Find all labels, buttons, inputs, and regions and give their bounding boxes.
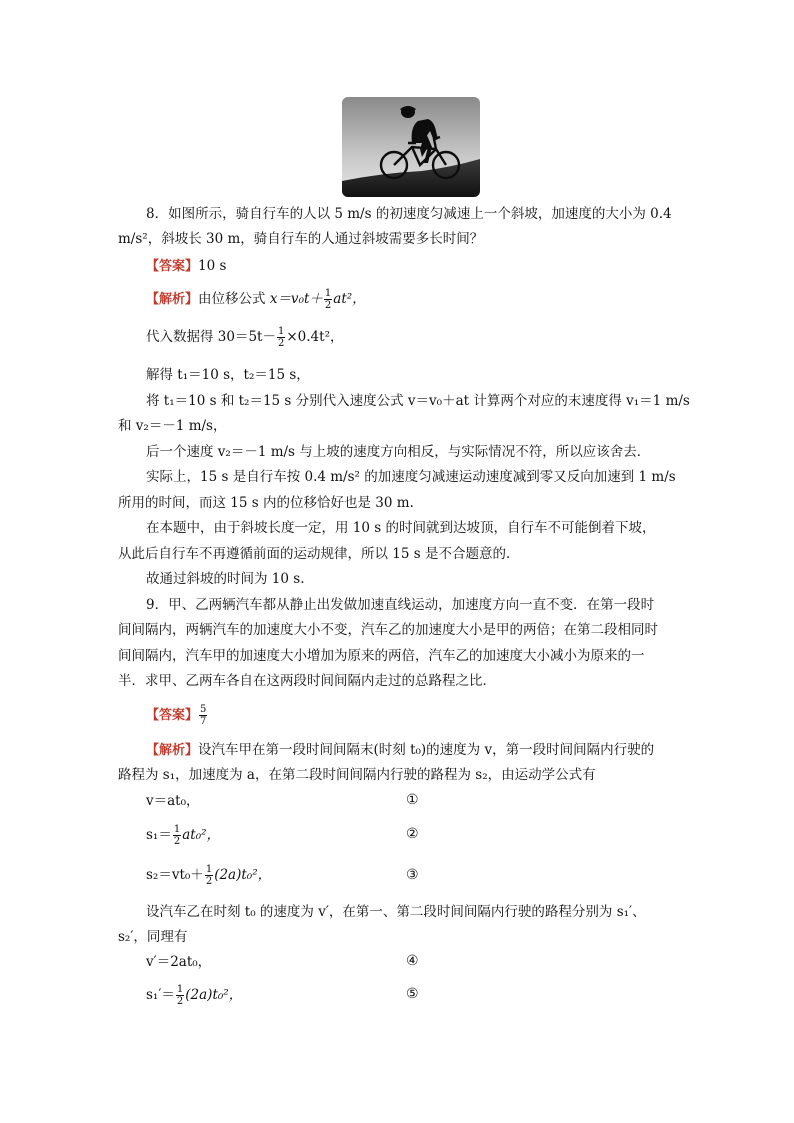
analysis-tag: 【解析】 bbox=[146, 292, 199, 307]
fraction-numerator: 1 bbox=[173, 824, 181, 835]
analysis-text: 代入数据得 30＝5t－ bbox=[146, 329, 276, 345]
formula-lhs: x bbox=[269, 291, 278, 307]
equation-5 bbox=[146, 984, 242, 1007]
fraction-denominator: 2 bbox=[277, 338, 285, 349]
formula-part: at²， bbox=[333, 291, 366, 307]
equation-part: s₁＝ bbox=[146, 827, 172, 843]
answer-value: 10 s bbox=[198, 258, 227, 274]
q9-analysis-line-2: 路程为 s₁，加速度为 a，在第二段时间间隔内行驶的路程为 s₂，由运动学公式有 bbox=[118, 767, 596, 783]
equation-part: s₁′＝ bbox=[146, 987, 175, 1003]
q8-analysis-line-10: 从此后自行车不再遵循前面的运动规律，所以 15 s 是不合题意的． bbox=[118, 546, 520, 562]
q8-text-line-1: 8．如图所示，骑自行车的人以 5 m/s 的初速度匀减速上一个斜坡，加速度的大小为 0.4 bbox=[146, 206, 672, 222]
fraction bbox=[277, 326, 285, 349]
q9-answer bbox=[146, 704, 208, 727]
equation-part: at₀²， bbox=[182, 827, 221, 843]
fraction-numerator: 1 bbox=[324, 288, 332, 299]
equation-part: (2a)t₀²， bbox=[185, 987, 243, 1003]
answer-tag: 【答案】 bbox=[146, 259, 199, 274]
equation-1: v＝at₀， bbox=[146, 793, 200, 809]
q9-analysis-line-4: s₂′，同理有 bbox=[118, 929, 188, 945]
q9-text-line-4: 半．求甲、乙两车各自在这两段时间间隔内走过的总路程之比． bbox=[118, 673, 496, 689]
q8-analysis-line-2 bbox=[146, 326, 343, 349]
fraction-denominator: 2 bbox=[205, 876, 213, 887]
q8-analysis-line-5: 和 v₂＝－1 m/s， bbox=[118, 418, 227, 434]
cyclist-icon bbox=[342, 97, 480, 197]
equation-2 bbox=[146, 824, 220, 847]
q9-text-line-1: 9．甲、乙两辆汽车都从静止出发做加速直线运动，加速度方向一直不变．在第一段时 bbox=[146, 597, 655, 613]
q8-analysis-line-3: 解得 t₁＝10 s，t₂＝15 s， bbox=[146, 367, 310, 383]
q9-text-line-3: 间间隔内，汽车甲的加速度大小增加为原来的两倍，汽车乙的加速度大小减小为原来的一 bbox=[118, 648, 645, 664]
equation-number-5: ⑤ bbox=[406, 986, 419, 1002]
equation-part: s₂＝vt₀＋ bbox=[146, 867, 204, 883]
q8-analysis-line-4: 将 t₁＝10 s 和 t₂＝15 s 分别代入速度公式 v＝v₀＋at 计算两个对应的末速度得 v₁＝1 m/s bbox=[146, 393, 690, 409]
q8-analysis-line-9: 在本题中，由于斜坡长度一定，用 10 s 的时间就到达坡顶，自行车不可能倒着下坡， bbox=[146, 520, 656, 536]
fraction bbox=[324, 288, 332, 311]
q9-analysis-line-3: 设汽车乙在时刻 t₀ 的速度为 v′，在第一、第二段时间间隔内行驶的路程分别为 s₁′、 bbox=[146, 904, 646, 920]
fraction bbox=[205, 864, 213, 887]
q8-text-line-2: m/s²，斜坡长 30 m，骑自行车的人通过斜坡需要多长时间？ bbox=[118, 231, 484, 247]
equation-3 bbox=[146, 864, 271, 887]
answer-tag: 【答案】 bbox=[146, 708, 199, 723]
fraction-numerator: 1 bbox=[176, 984, 184, 995]
fraction-denominator: 2 bbox=[176, 996, 184, 1007]
fraction-numerator: 5 bbox=[200, 704, 207, 715]
equation-4: v′＝2at₀， bbox=[146, 954, 212, 970]
q8-analysis-line-1 bbox=[146, 288, 366, 311]
q8-analysis-line-8: 所用的时间，而这 15 s 内的位移恰好也是 30 m. bbox=[118, 495, 414, 511]
q8-analysis-line-7: 实际上，15 s 是自行车按 0.4 m/s² 的加速度匀减速运动速度减到零又反向加速到 1 m/s bbox=[146, 469, 676, 485]
analysis-text: 设汽车甲在第一段时间间隔末(时刻 t₀)的速度为 v，第一段时间间隔内行驶的 bbox=[198, 742, 655, 758]
fraction-numerator: 1 bbox=[205, 864, 213, 875]
equation-number-4: ④ bbox=[406, 953, 419, 969]
equation-number-3: ③ bbox=[406, 867, 419, 883]
formula-part: ＝v₀t＋ bbox=[277, 291, 323, 307]
equation-number-1: ① bbox=[406, 792, 419, 808]
equation-number-2: ② bbox=[406, 826, 419, 842]
q8-analysis-line-6: 后一个速度 v₂＝－1 m/s 与上坡的速度方向相反，与实际情况不符，所以应该舍去． bbox=[146, 444, 651, 460]
analysis-text: ×0.4t²， bbox=[286, 329, 344, 345]
fraction-denominator: 2 bbox=[173, 836, 181, 847]
q9-text-line-2: 间间隔内，两辆汽车的加速度大小不变，汽车乙的加速度大小是甲的两倍；在第二段相同时 bbox=[118, 622, 658, 638]
q8-analysis-line-11: 故通过斜坡的时间为 10 s. bbox=[146, 571, 305, 587]
equation-part: (2a)t₀²， bbox=[214, 867, 272, 883]
q9-analysis-line-1 bbox=[146, 741, 654, 760]
fraction-numerator: 1 bbox=[277, 326, 285, 337]
analysis-text: 由位移公式 bbox=[198, 291, 270, 307]
fraction bbox=[173, 824, 181, 847]
cyclist-photo bbox=[342, 97, 480, 197]
q8-answer bbox=[146, 257, 226, 276]
answer-fraction bbox=[199, 704, 207, 727]
fraction-denominator: 7 bbox=[200, 716, 207, 727]
fraction-denominator: 2 bbox=[324, 300, 332, 311]
analysis-tag: 【解析】 bbox=[146, 743, 199, 758]
fraction bbox=[176, 984, 184, 1007]
